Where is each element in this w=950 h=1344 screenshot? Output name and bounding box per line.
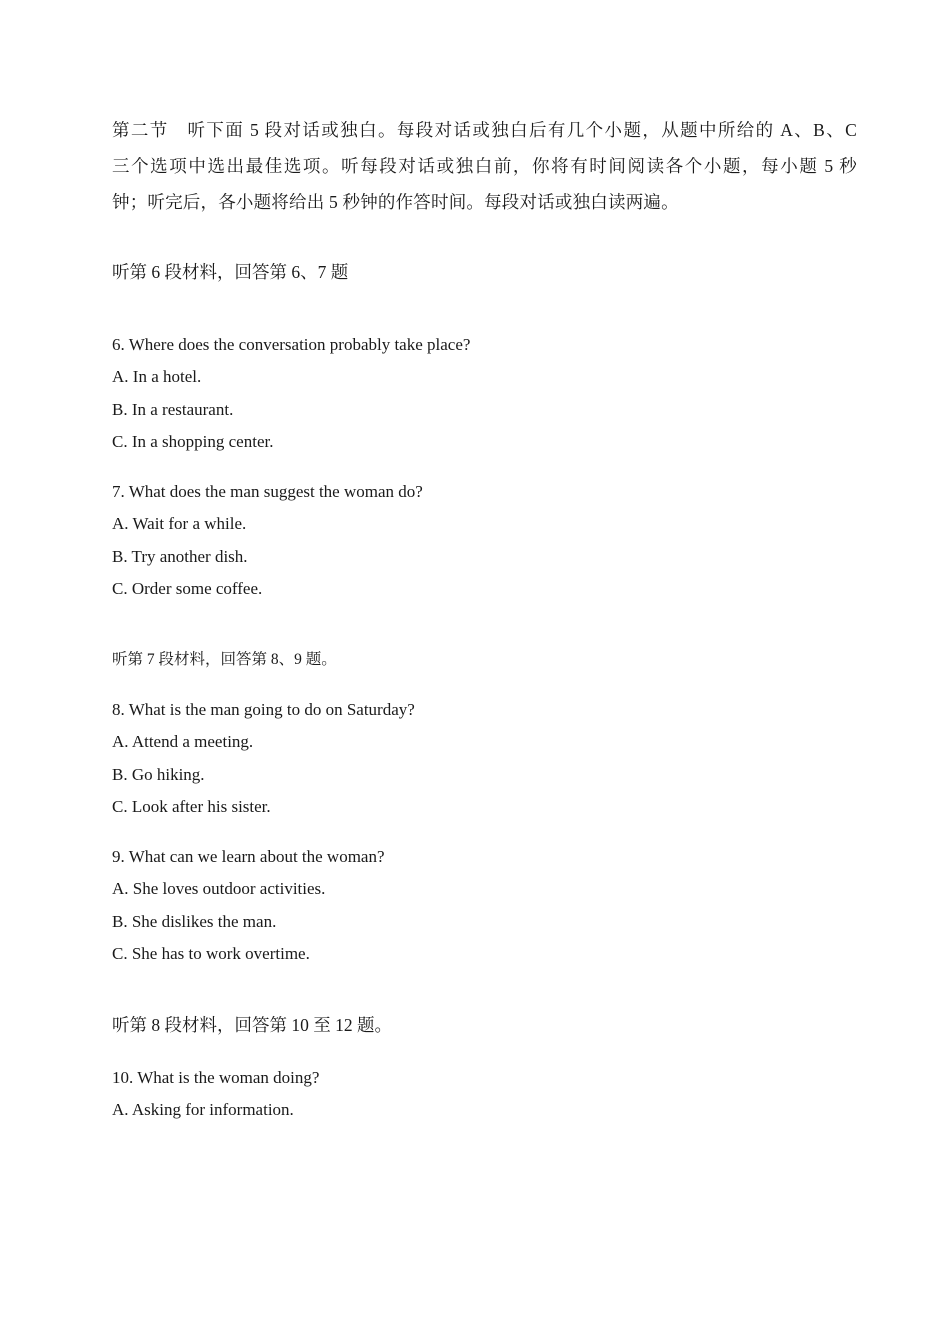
option-c: C. In a shopping center.	[112, 431, 274, 451]
question-stem: 10. What is the woman doing?	[112, 1068, 320, 1087]
question-stem: 8. What is the man going to do on Saturday?	[112, 700, 415, 719]
section-heading-7: 听第 7 段材料，回答第 8、9 题。	[112, 651, 337, 668]
option-b: B. Go hiking.	[112, 764, 205, 784]
question-7	[112, 476, 423, 605]
question-8	[112, 694, 415, 823]
option-a: A. Asking for information.	[112, 1100, 294, 1120]
option-b: B. Try another dish.	[112, 546, 248, 566]
instructions-line-1: 第二节 听下面 5 段对话或独白。每段对话或独白后有几个小题，从题中所给的 A、B、C	[112, 120, 857, 140]
option-b: B. In a restaurant.	[112, 399, 234, 419]
section-heading-6: 听第 6 段材料，回答第 6、7 题	[112, 262, 349, 282]
question-10	[112, 1062, 319, 1127]
question-stem: 6. Where does the conversation probably take place?	[112, 335, 471, 354]
instructions-line-3: 钟；听完后，各小题将给出 5 秒钟的作答时间。每段对话或独白读两遍。	[112, 192, 679, 212]
option-a: A. Wait for a while.	[112, 514, 247, 534]
section-heading-8: 听第 8 段材料，回答第 10 至 12 题。	[112, 1015, 392, 1035]
option-a: A. Attend a meeting.	[112, 732, 254, 752]
option-b: B. She dislikes the man.	[112, 911, 277, 931]
question-stem: 7. What does the man suggest the woman do?	[112, 482, 423, 501]
question-9	[112, 841, 385, 970]
option-a: A. In a hotel.	[112, 367, 202, 387]
option-a: A. She loves outdoor activities.	[112, 879, 326, 899]
question-6	[112, 329, 470, 458]
section-instructions	[112, 112, 857, 220]
option-c: C. Order some coffee.	[112, 578, 263, 598]
option-c: C. She has to work overtime.	[112, 943, 310, 963]
instructions-line-2: 三个选项中选出最佳选项。听每段对话或独白前，你将有时间阅读各个小题，每小题 5 秒	[112, 156, 857, 176]
option-c: C. Look after his sister.	[112, 796, 271, 816]
question-stem: 9. What can we learn about the woman?	[112, 847, 385, 866]
